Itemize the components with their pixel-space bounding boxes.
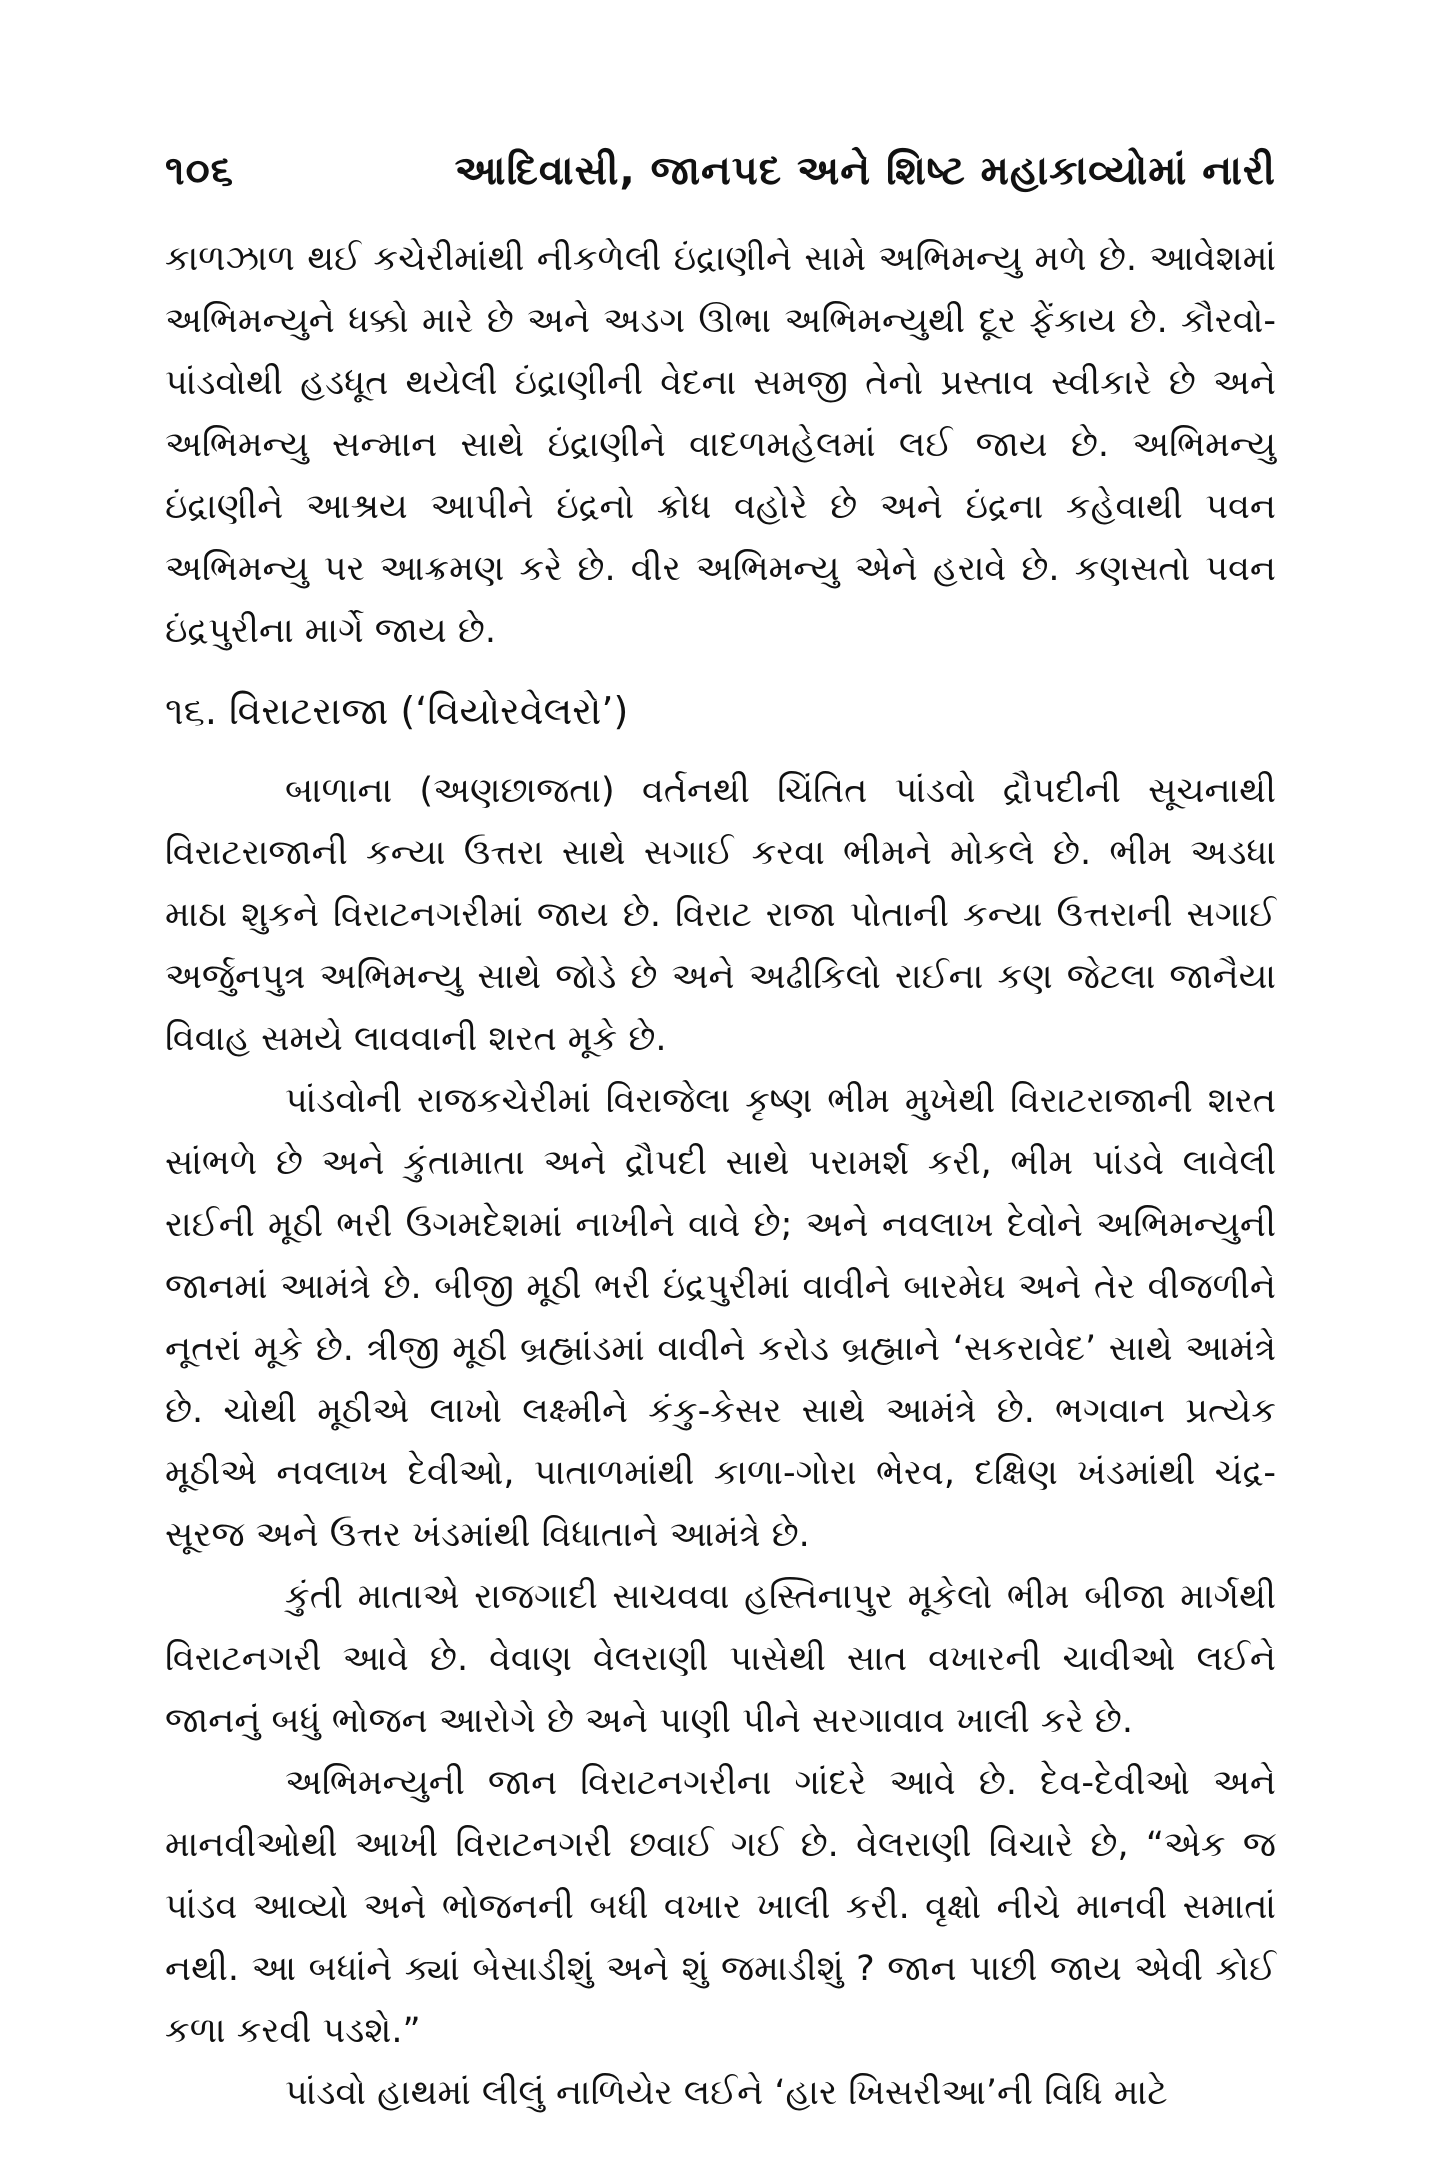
page-number: ૧૦૬ <box>165 148 235 194</box>
body-paragraph-5: પાંડવો હાથમાં લીલું નાળિયેર લઈને ‘હાર ખિસરીઆ’ની વિધિ માટે <box>285 2073 1168 2113</box>
body-paragraph-2: પાંડવોની રાજકચેરીમાં વિરાજેલા કૃષ્ણ ભીમ મુખેથી વિરાટરાજાની શરત સાંભળે છે અને કુંતામાતા અને દ્રૌપદી સાથે પરામર્શ કરી, ભીમ પાંડવે લાવેલી રાઈની મૂઠી ભરી ઉગમદેશમાં નાખીને વાવે છે; અને નવલાખ દેવોને અભિમન્યુની જાનમાં આમંત્રે છે. બીજી મૂઠી ભરી ઇંદ્રપુરીમાં વાવીને બારમેઘ અને તેર વીજળીને નૂતરાં મૂકે છે. ત્રીજી મૂઠી બ્રહ્માંડમાં વાવીને કરોડ બ્રહ્માને ‘સકરાવેદ’ સાથે આમંત્રે છે. ચોથી મૂઠીએ લાખો લક્ષ્મીને કંકુ-કેસર સાથે આમંત્રે છે. ભગવાન પ્રત્યેક મૂઠીએ નવલાખ દેવીઓ, પાતાળમાંથી કાળા-ગોરા ભેરવ, દક્ષિણ ખંડમાંથી ચંદ્ર-સૂરજ અને ઉત્તર ખંડમાંથી વિધાતાને આમંત્રે છે. <box>165 1081 1276 1555</box>
running-title: આદિવાસી, જાનપદ અને શિષ્ટ મહાકાવ્યોમાં નારી <box>454 148 1276 194</box>
intro-paragraph: કાળઝાળ થઈ કચેરીમાંથી નીકળેલી ઇંદ્રાણીને સામે અભિમન્યુ મળે છે. આવેશમાં અભિમન્યુને ધક્કો મારે છે અને અડગ ઊભા અભિમન્યુથી દૂર ફેંકાય છે. કૌરવો-પાંડવોથી હડધૂત થયેલી ઇંદ્રાણીની વેદના સમજી તેનો પ્રસ્તાવ સ્વીકારે છે અને અભિમન્યુ સન્માન સાથે ઇંદ્રાણીને વાદળમહેલમાં લઈ જાય છે. અભિમન્યુ ઇંદ્રાણીને આશ્રય આપીને ઇંદ્રનો ક્રોધ વહોરે છે અને ઇંદ્રના કહેવાથી પવન અભિમન્યુ પર આક્રમણ કરે છે. વીર અભિમન્યુ એને હરાવે છે. કણસતો પવન ઇંદ્રપુરીના માર્ગે જાય છે. <box>165 239 1276 651</box>
body-paragraph-4: અભિમન્યુની જાન વિરાટનગરીના ગાંદરે આવે છે. દેવ-દેવીઓ અને માનવીઓથી આખી વિરાટનગરી છવાઈ ગઈ છે. વેલરાણી વિચારે છે, “એક જ પાંડવ આવ્યો અને ભોજનની બધી વખાર ખાલી કરી. વૃક્ષો નીચે માનવી સમાતાં નથી. આ બધાંને ક્યાં બેસાડીશું અને શું જમાડીશું ? જાન પાછી જાય એવી કોઈ કળા કરવી પડશે.” <box>165 1763 1276 2051</box>
body-paragraph-1: બાળાના (અણછાજતા) વર્તનથી ચિંતિત પાંડવો દ્રૌપદીની સૂચનાથી વિરાટરાજાની કન્યા ઉત્તરા સાથે સગાઈ કરવા ભીમને મોકલે છે. ભીમ અડધા માઠા શુકને વિરાટનગરીમાં જાય છે. વિરાટ રાજા પોતાની કન્યા ઉત્તરાની સગાઈ અર્જુનપુત્ર અભિમન્યુ સાથે જોડે છે અને અઢીકિલો રાઈના કણ જેટલા જાનૈયા વિવાહ સમયે લાવવાની શરત મૂકે છે. <box>165 771 1276 1059</box>
running-header <box>165 148 1276 194</box>
section-heading: ૧૬. વિરાટરાજા (‘વિયોરવેલરો’) <box>165 689 629 733</box>
body-paragraph-3: કુંતી માતાએ રાજગાદી સાચવવા હસ્તિનાપુર મૂકેલો ભીમ બીજા માર્ગથી વિરાટનગરી આવે છે. વેવાણ વેલરાણી પાસેથી સાત વખારની ચાવીઓ લઈને જાનનું બધું ભોજન આરોગે છે અને પાણી પીને સરગાવાવ ખાલી કરે છે. <box>165 1577 1276 1741</box>
